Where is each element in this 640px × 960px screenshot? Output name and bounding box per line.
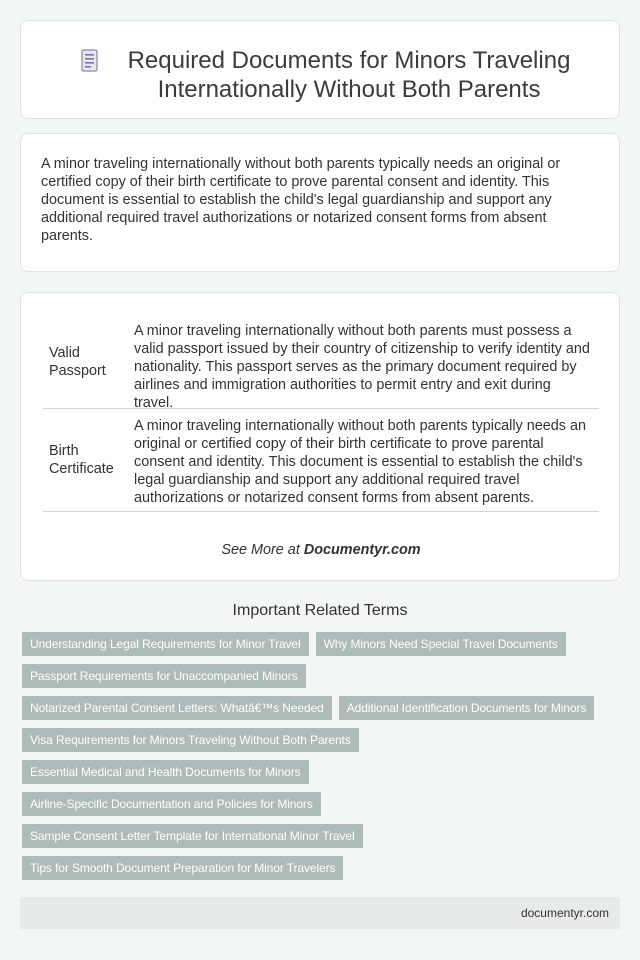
document-name: Birth Certificate [49,443,114,477]
table-row [43,316,599,409]
document-icon [79,49,101,73]
related-term-tag[interactable]: Tips for Smooth Document Preparation for Minor Travelers [22,856,343,880]
related-term-tag[interactable]: Additional Identification Documents for Minors [339,696,595,720]
document-name: Valid Passport [49,345,106,379]
intro-card [20,133,620,272]
footer [20,897,620,929]
see-more-site[interactable]: Documentyr.com [303,542,421,558]
related-term-tag[interactable]: Understanding Legal Requirements for Minor Travel [22,632,309,656]
document-description: A minor traveling internationally without both parents must possess a valid passport issued by their country of citizenship to verify identity and nationality. This passport serves as the primary document required by airlines and immigration authorities to permit entry and exit during travel. [134,323,590,411]
footer-site-link[interactable]: documentyr.com [520,906,609,920]
related-term-tag[interactable]: Visa Requirements for Minors Traveling Without Both Parents [22,728,359,752]
related-terms-heading: Important Related Terms [232,602,408,619]
related-term-tag[interactable]: Why Minors Need Special Travel Documents [316,632,566,656]
intro-paragraph: A minor traveling internationally without both parents typically needs an original or certified copy of their birth certificate to prove parental consent and identity. This document is essential to establish the child's legal guardianship and support any additional required travel authorizations or notarized consent forms from absent parents. [41,156,561,244]
related-term-tag[interactable]: Notarized Parental Consent Letters: Whatâ€™s Needed [22,696,332,720]
related-term-tag[interactable]: Essential Medical and Health Documents for Minors [22,760,309,784]
related-terms-list [22,632,620,888]
documents-table [43,316,599,512]
document-description: A minor traveling internationally without both parents typically needs an original or certified copy of their birth certificate to prove parental consent and identity. This document is essential to establish the child's legal guardianship and support any additional required travel authorizations or notarized consent forms from absent parents. [134,418,586,506]
related-term-tag[interactable]: Sample Consent Letter Template for International Minor Travel [22,824,363,848]
related-term-tag[interactable]: Airline-Specific Documentation and Policies for Minors [22,792,321,816]
table-row [43,409,599,512]
see-more-prefix: See More at [221,542,304,558]
related-term-tag[interactable]: Passport Requirements for Unaccompanied Minors [22,664,306,688]
documents-card [20,292,620,581]
title-card [20,20,620,119]
page-title: Required Documents for Minors Traveling Internationally Without Both Parents [127,47,571,103]
see-more-link[interactable] [21,542,621,558]
